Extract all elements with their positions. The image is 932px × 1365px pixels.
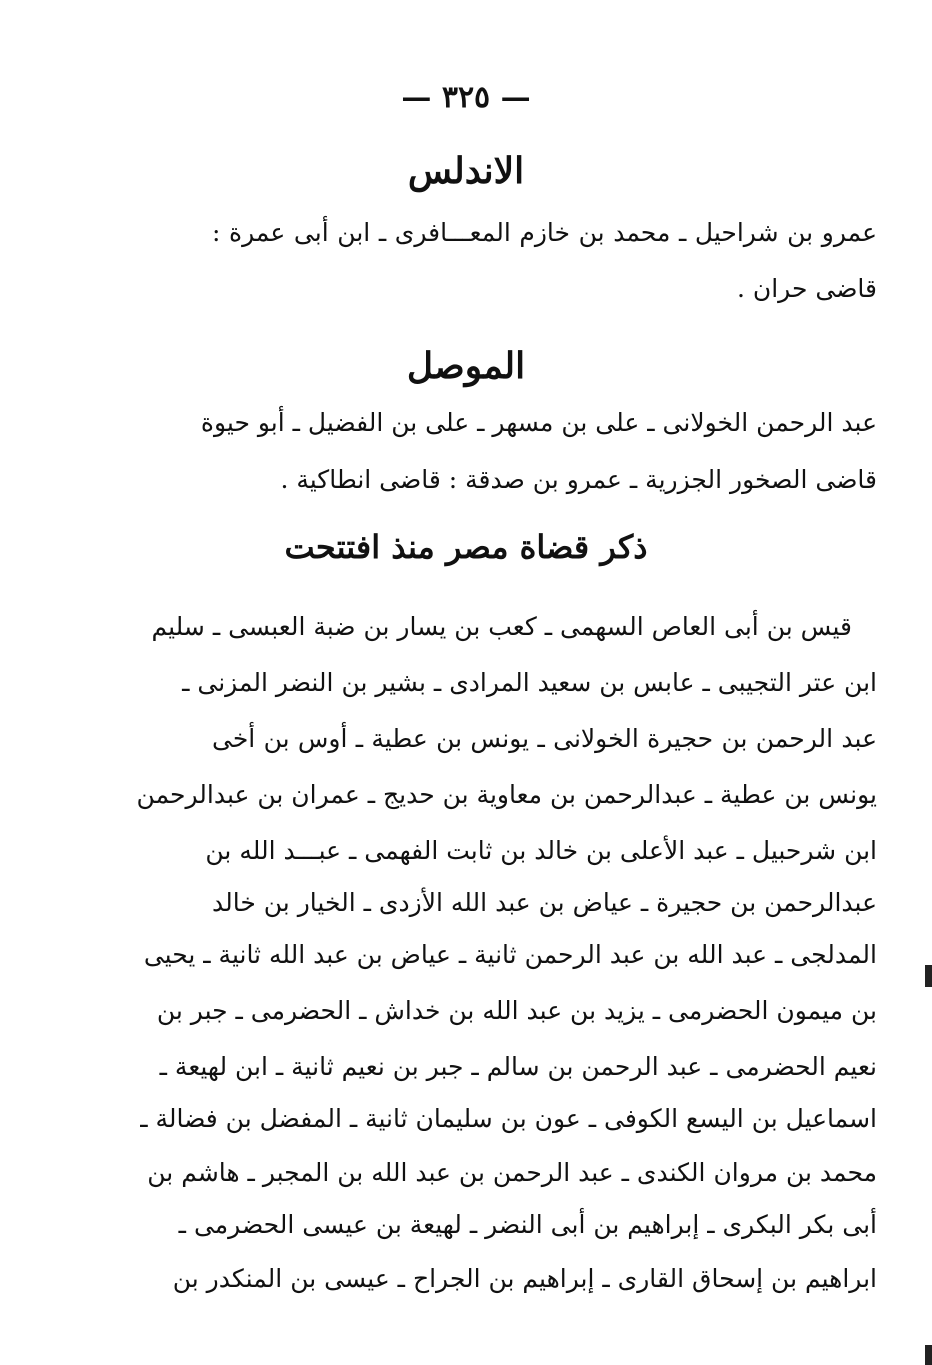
text-line: ابن شرحبيل ـ عبد الأعلى بن خالد بن ثابت الفهمى ـ عبـــد الله بن [205, 836, 877, 865]
text-line: عبدالرحمن بن حجيرة ـ عياض بن عبد الله الأزدى ـ الخيار بن خالد [212, 888, 877, 917]
text-line: ابراهيم بن إسحاق القارى ـ إبراهيم بن الجراح ـ عيسى بن المنكدر بن [172, 1264, 877, 1293]
text-line: اسماعيل بن اليسع الكوفى ـ عون بن سليمان ثانية ـ المفضل بن فضالة ـ [140, 1104, 877, 1133]
text-line: محمد بن مروان الكندى ـ عبد الرحمن بن عبد الله بن المجبر ـ هاشم بن [147, 1158, 877, 1187]
text-line: نعيم الحضرمى ـ عبد الرحمن بن سالم ـ جبر بن نعيم ثانية ـ ابن لهيعة ـ [159, 1052, 877, 1081]
text-line: عبد الرحمن بن حجيرة الخولانى ـ يونس بن عطية ـ أوس بن أخى [212, 724, 877, 753]
text-line: بن ميمون الحضرمى ـ يزيد بن عبد الله بن خداش ـ الحضرمى ـ جبر بن [156, 996, 877, 1025]
section-heading-mosul: الموصل [406, 345, 526, 387]
text-line: المدلجى ـ عبد الله بن عبد الرحمن ثانية ـ عياض بن عبد الله ثانية ـ يحيى [143, 940, 877, 969]
text-line: عبد الرحمن الخولانى ـ على بن مسهر ـ على بن الفضيل ـ أبو حيوة [200, 408, 877, 437]
scan-edge-mark [925, 965, 932, 987]
page-number: — ٣٢٥ — [401, 80, 531, 115]
text-line: أبى بكر البكرى ـ إبراهيم بن أبى النضر ـ لهيعة بن عيسى الحضرمى ـ [178, 1210, 877, 1239]
text-line: قيس بن أبى العاص السهمى ـ كعب بن يسار بن ضبة العبسى ـ سليم [151, 612, 852, 641]
text-line: قاضى الصخور الجزرية ـ عمرو بن صدقة : قاضى انطاكية . [280, 465, 877, 494]
scan-edge-mark [925, 1345, 932, 1365]
text-line: ابن عتر التجيبى ـ عابس بن سعيد المرادى ـ بشير بن النضر المزنى ـ [182, 668, 877, 697]
section-heading-andalus: الاندلس [407, 150, 525, 192]
text-line: يونس بن عطية ـ عبدالرحمن بن معاوية بن حديج ـ عمران بن عبدالرحمن [136, 780, 877, 809]
section-heading-egypt: ذكر قضاة مصر منذ افتتحت [284, 528, 648, 566]
text-line: قاضى حران . [736, 274, 877, 303]
text-line: عمرو بن شراحيل ـ محمد بن خازم المعـــافرى ـ ابن أبى عمرة : [212, 218, 877, 247]
